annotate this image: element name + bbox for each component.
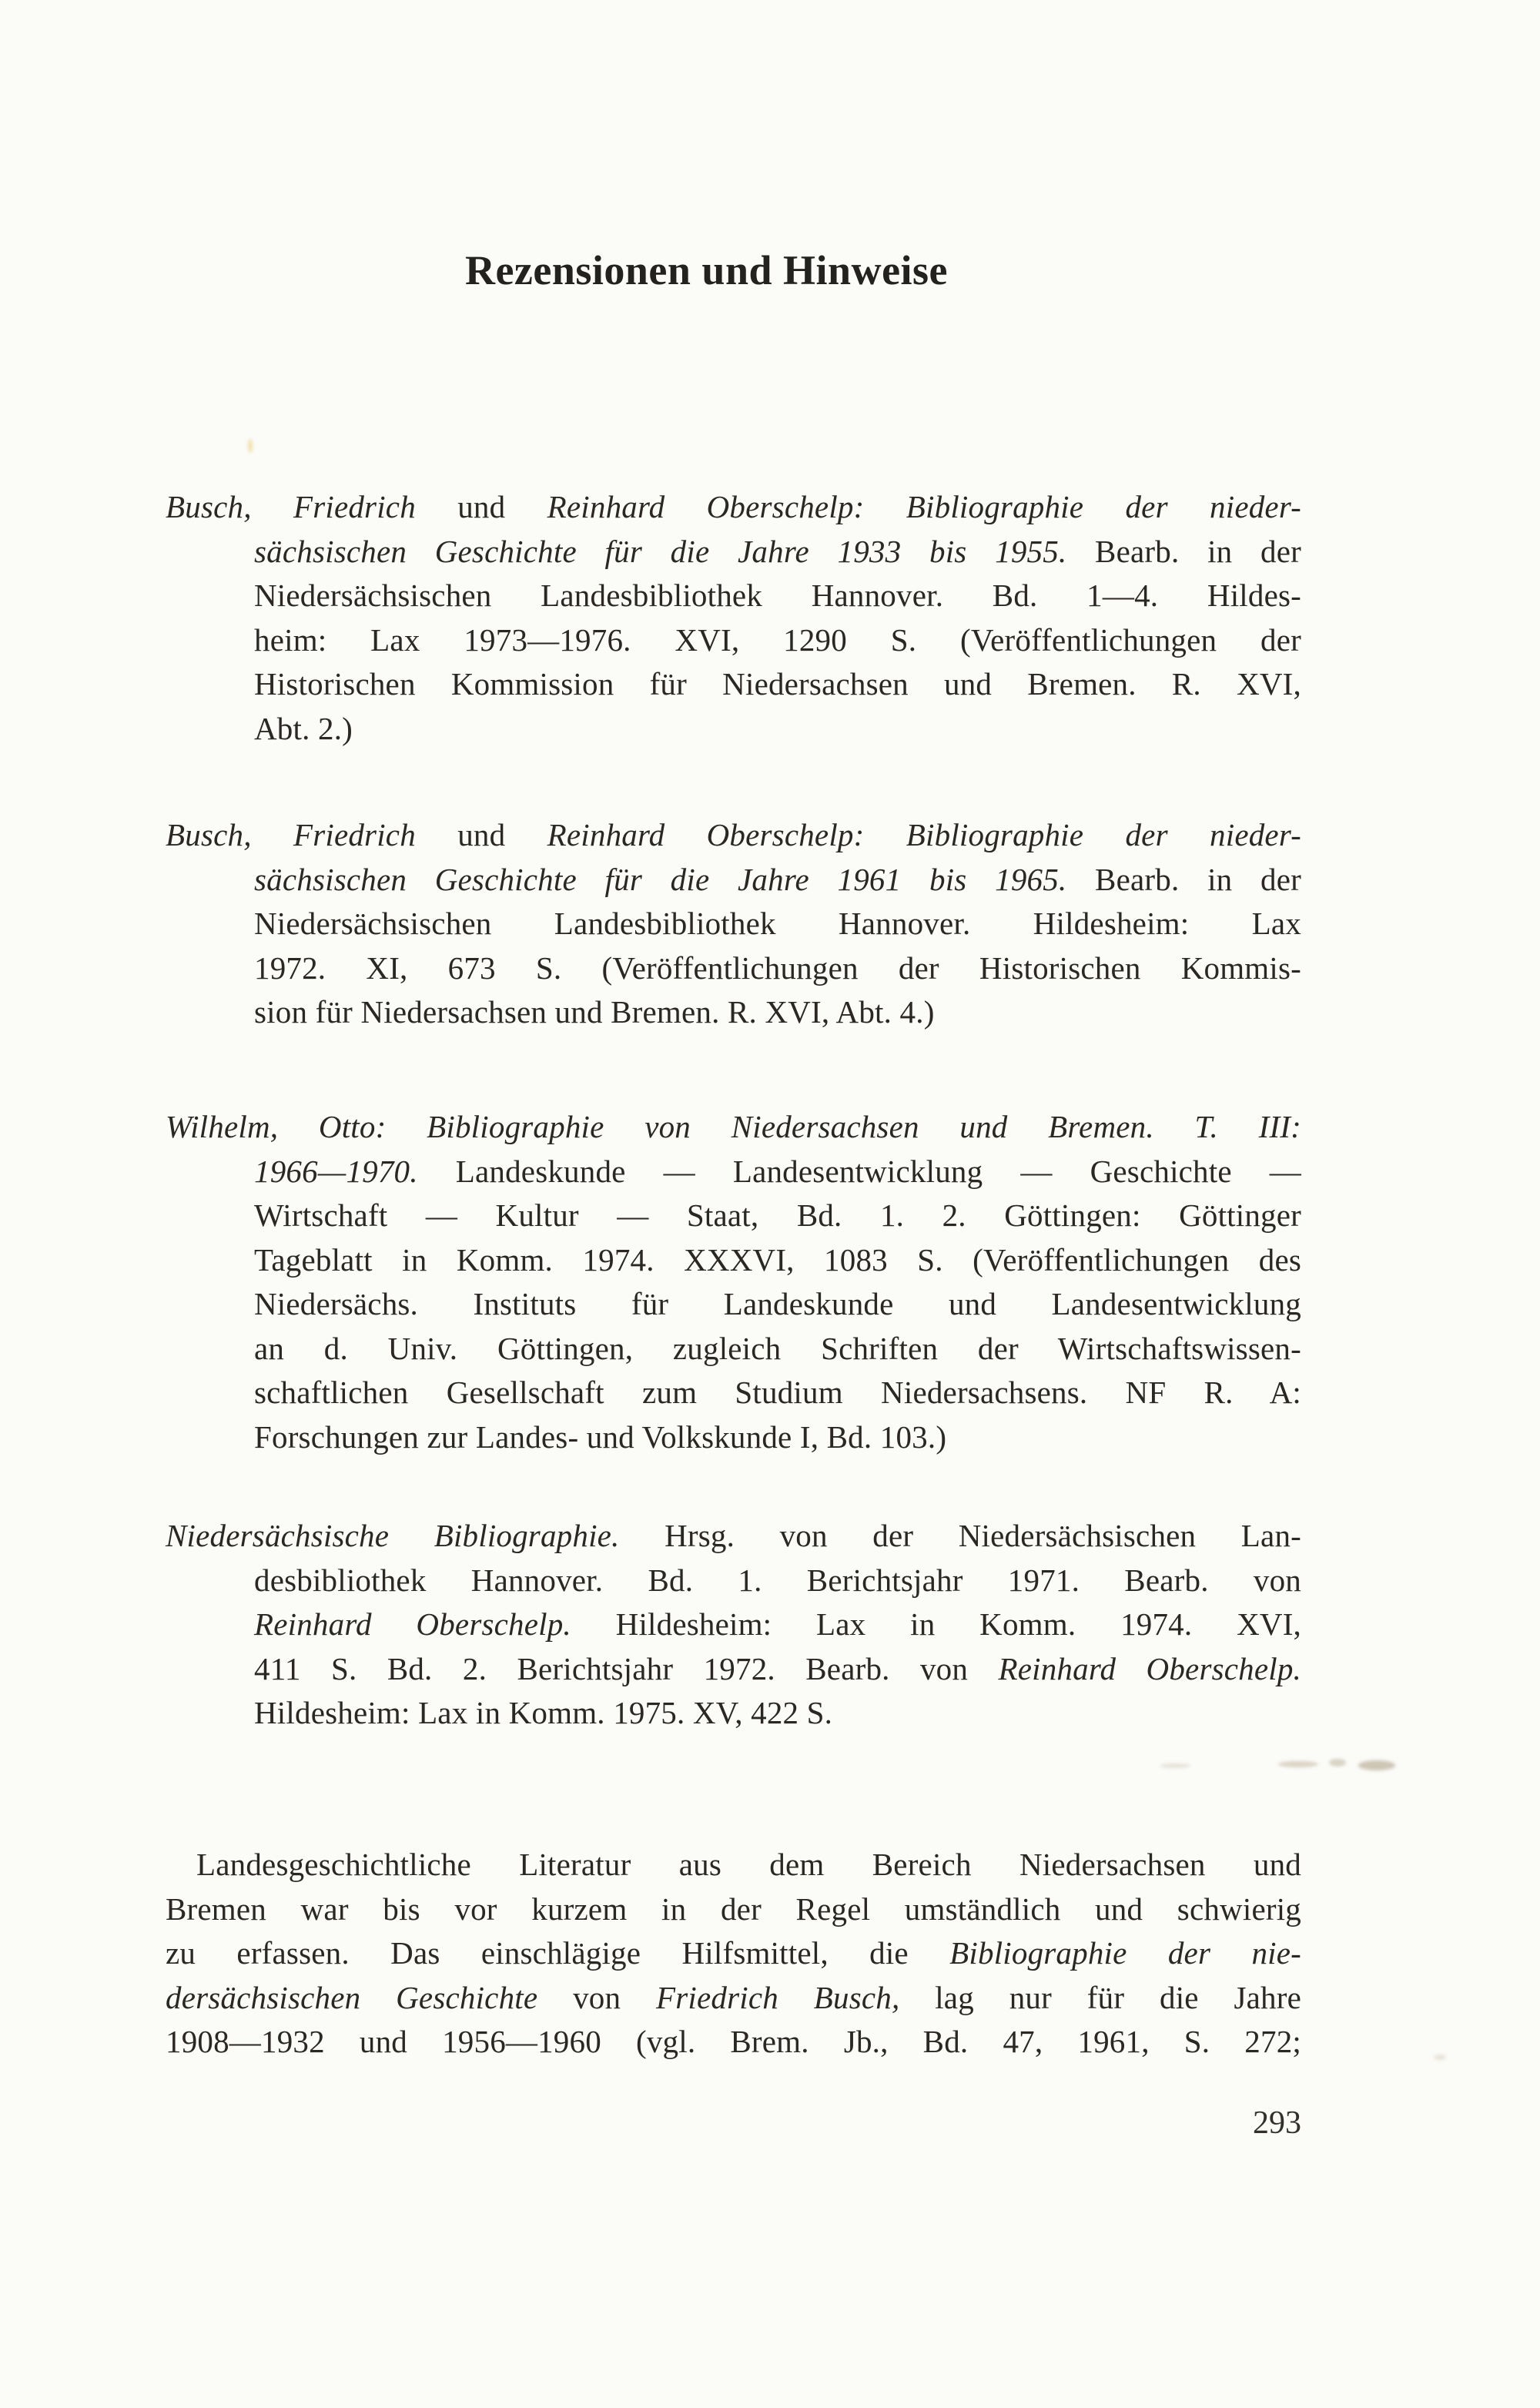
text-segment: desbibliothek Hannover. Bd. 1. Berichtsjahr 1971. Bearb. von [254,1562,1301,1598]
paper-speck [248,439,253,453]
text-line [254,1238,1301,1283]
italic-text-segment: Reinhard Oberschelp: Bibliographie der nieder- [547,817,1302,852]
italic-text-segment: Wilhelm, Otto: Bibliographie von Niedersachsen und Bremen. T. III: [166,1109,1301,1144]
text-segment: Abt. 2.) [254,710,353,746]
italic-text-segment: Reinhard Oberschelp: Bibliographie der nieder- [547,489,1302,524]
page-number: 293 [1253,2105,1301,2141]
text-line [254,574,1301,618]
text-line [166,1514,1301,1559]
text-line [166,485,1301,530]
italic-text-segment: Reinhard Oberschelp. [254,1606,571,1642]
text-line [166,1887,1301,1932]
italic-text-segment: 1966—1970. [254,1153,418,1189]
text-line [254,530,1301,574]
text-segment: Tageblatt in Komm. 1974. XXXVI, 1083 S. (Veröffentlichungen des [254,1241,1301,1278]
text-segment: Hildesheim: Lax in Komm. 1975. XV, 422 S. [254,1695,833,1730]
text-segment: 411 S. Bd. 2. Berichtsjahr 1972. Bearb. von [254,1650,999,1686]
text-segment: sion für Niedersachsen und Bremen. R. XVI, Abt. 4.) [254,994,935,1030]
italic-text-segment: dersächsischen Geschichte [166,1979,538,2015]
text-line [166,1105,1301,1150]
text-line [254,1327,1301,1371]
body-paragraph [166,1843,1301,2065]
text-line [254,662,1301,707]
pencil-smudge [1358,1760,1395,1770]
text-line [166,1843,1301,1887]
text-line [254,1559,1301,1603]
italic-text-segment: Bibliographie der nie- [949,1935,1301,1971]
pencil-smudge [1160,1763,1190,1768]
italic-text-segment: Busch, Friedrich [166,489,416,524]
text-segment: heim: Lax 1973—1976. XVI, 1290 S. (Veröffentlichungen der [254,621,1301,658]
text-segment: Niedersächsischen Landesbibliothek Hannover. Hildesheim: Lax [254,906,1301,941]
text-line [254,1282,1301,1327]
text-segment: und [415,817,547,852]
text-line [166,1931,1301,1976]
text-segment: lag nur für die Jahre [899,1979,1302,2015]
text-line [254,1371,1301,1415]
page-title: Rezensionen und Hinweise [464,247,949,293]
text-line [254,990,1301,1035]
text-segment: und [415,489,547,524]
italic-text-segment: Niedersächsische Bibliographie. [166,1518,620,1553]
italic-text-segment: Busch, Friedrich [166,817,416,852]
text-segment: Bremen war bis vor kurzem in der Regel umständlich und schwierig [166,1891,1301,1927]
text-line [166,1976,1301,2021]
bibliography-entry [166,1105,1301,1459]
text-segment: schaftlichen Gesellschaft zum Studium Niedersachsens. NF R. A: [254,1375,1301,1410]
paper-speck [1434,2055,1446,2060]
bibliography-entry [166,813,1301,1035]
text-segment: Historischen Kommission für Niedersachsen und Bremen. R. XVI, [254,666,1301,702]
text-segment: 1908—1932 und 1956—1960 (vgl. Brem. Jb., Bd. 47, 1961, S. 272; [166,2024,1301,2059]
text-line [254,1691,1301,1736]
italic-text-segment: Friedrich Busch, [656,1979,900,2015]
text-segment: 1972. XI, 673 S. (Veröffentlichungen der Historischen Kommis- [254,949,1301,986]
text-line [254,946,1301,991]
pencil-smudge [1329,1759,1346,1767]
pencil-smudge [1278,1761,1318,1767]
text-line [254,1194,1301,1238]
text-segment: zu erfassen. Das einschlägige Hilfsmittel, die [166,1935,950,1971]
text-line [254,858,1301,903]
text-segment: Niedersächs. Instituts für Landeskunde und Landesentwicklung [254,1286,1301,1321]
text-segment: Hildesheim: Lax in Komm. 1974. XVI, [571,1606,1301,1642]
text-line [254,707,1301,752]
bibliography-entry [166,485,1301,751]
text-segment: Niedersächsischen Landesbibliothek Hannover. Bd. 1—4. Hildes- [254,578,1301,613]
text-segment: Bearb. in der [1066,861,1301,897]
italic-text-segment: sächsischen Geschichte für die Jahre 1961 bis 1965. [254,861,1067,897]
text-segment: an d. Univ. Göttingen, zugleich Schriften der Wirtschaftswissen- [254,1330,1301,1366]
text-line [254,1150,1301,1194]
italic-text-segment: sächsischen Geschichte für die Jahre 1933 bis 1955. [254,533,1067,569]
text-segment: Bearb. in der [1066,533,1301,569]
bibliography-entry [166,1514,1301,1736]
text-segment: Landesgeschichtliche Literatur aus dem Bereich Niedersachsen und [196,1847,1301,1882]
text-line [166,813,1301,858]
text-segment: Landeskunde — Landesentwicklung — Geschichte — [417,1153,1301,1189]
text-line [254,1603,1301,1647]
text-line [254,902,1301,946]
text-line [166,2020,1301,2065]
text-line [254,618,1301,663]
text-segment: Hrsg. von der Niedersächsischen Lan- [619,1518,1301,1553]
text-line [254,1647,1301,1692]
text-segment: Wirtschaft — Kultur — Staat, Bd. 1. 2. Göttingen: Göttinger [254,1197,1301,1233]
text-segment: von [537,1979,656,2015]
text-segment: Forschungen zur Landes- und Volkskunde I, Bd. 103.) [254,1418,947,1455]
text-line [254,1415,1301,1460]
italic-text-segment: Reinhard Oberschelp. [998,1650,1301,1686]
